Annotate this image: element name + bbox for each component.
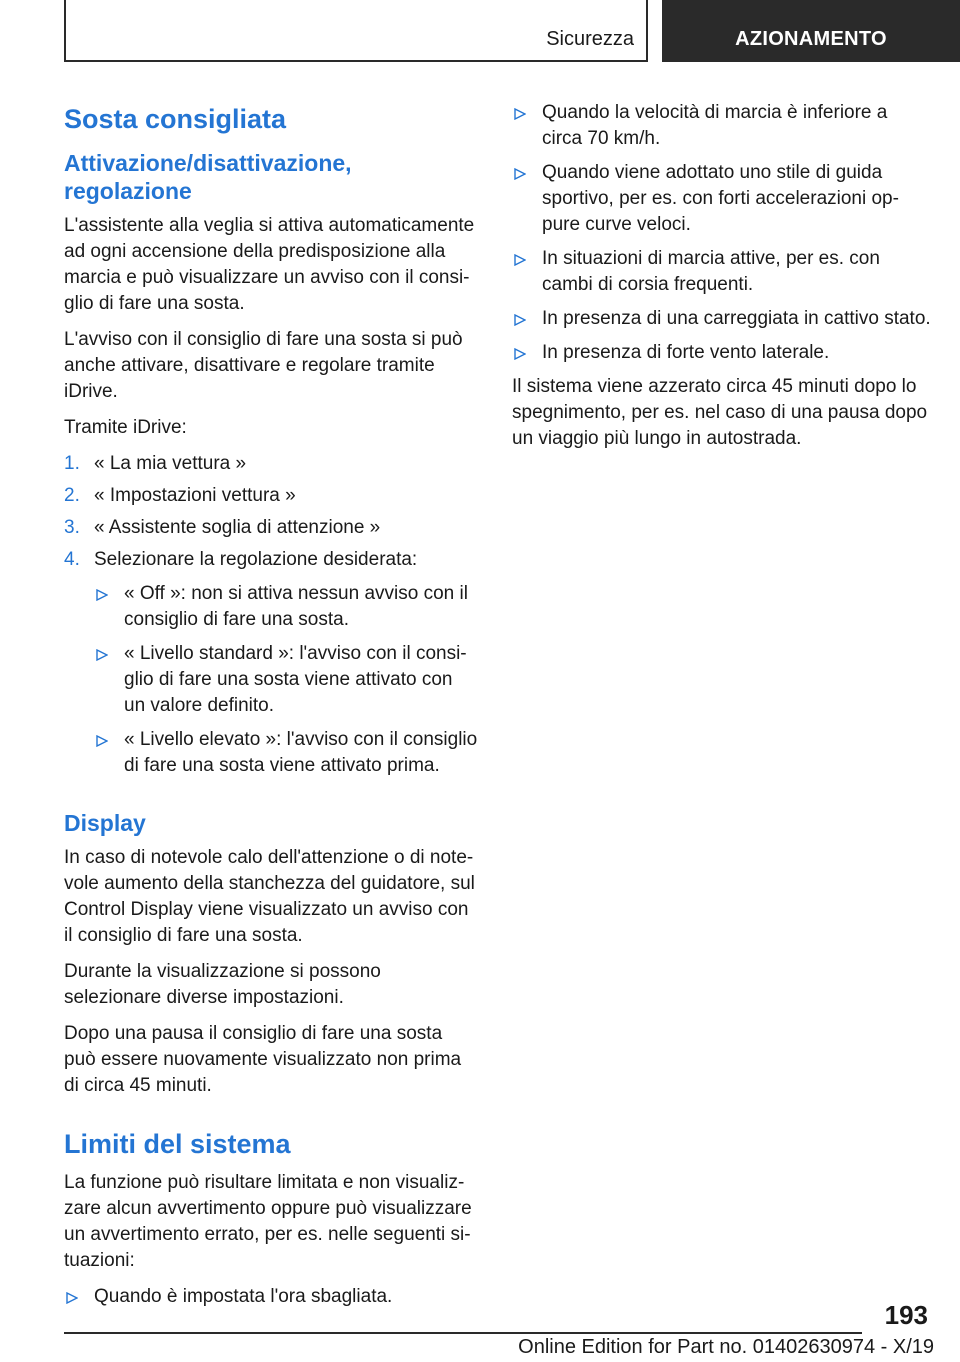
option-text: « Off »: non si attiva nessun avviso con il consiglio di fare una sosta. [124,583,468,630]
limit-item [512,340,932,366]
limit-item [512,246,932,298]
limit-item [512,160,932,238]
paragraph-limiti: La funzione può risultare limitata e non visualiz- zare alcun avvertimento oppure può visualizzare un avvertimento errato, per es. nelle seguenti si- tuazioni: [64,1172,472,1271]
paragraph-display-2: Durante la visualizzazione si possono selezionare diverse impostazioni. [64,961,381,1008]
triangle-right-icon [514,168,526,180]
limit-text: Quando è impostata l'ora sbagliata. [94,1286,393,1307]
paragraph-reset: Il sistema viene azzerato circa 45 minuti dopo lo spegnimento, per es. nel caso di una pausa dopo un viaggio più lungo in autostrada. [512,376,928,449]
option-item [94,727,478,779]
limit-item [512,100,932,152]
step-item [64,547,478,779]
triangle-right-icon [66,1292,78,1304]
limit-item [512,306,932,332]
step-item [64,451,478,477]
limit-item [64,1284,478,1310]
header-chapter-label: AZIONAMENTO [662,0,960,62]
triangle-right-icon [514,254,526,266]
limits-list-left [64,1284,478,1310]
step-text: Selezionare la regolazione desiderata: [94,549,418,570]
right-column [512,100,932,462]
step-number: 2. [64,485,80,506]
limit-text: In situazioni di marcia attive, per es. con cambi di corsia frequenti. [542,248,880,295]
step-number: 3. [64,517,80,538]
limit-text: Quando viene adottato uno stile di guida sportivo, per es. con forti accelerazioni op- pure curve veloci. [542,162,899,235]
header-section-box [64,0,648,62]
subsection-title-display: Display [64,810,146,836]
limit-text: In presenza di una carreggiata in cattivo stato. [542,308,931,329]
option-text: « Livello standard »: l'avviso con il consi- glio di fare una sosta viene attivato con un valore definito. [124,643,467,716]
option-text: « Livello elevato »: l'avviso con il consiglio di fare una sosta viene attivato prima. [124,729,478,776]
footer-divider [64,1332,862,1334]
step-number: 1. [64,453,80,474]
left-column [64,100,478,1318]
limits-list-right [512,100,932,366]
step-text: « La mia vettura » [94,453,247,474]
subsection-title-attivazione: Attivazione/disattivazione, regolazione [64,150,352,204]
paragraph-tramite: Tramite iDrive: [64,417,187,438]
paragraph-display-3: Dopo una pausa il consiglio di fare una sosta può essere nuovamente visualizzato non prima di circa 45 minuti. [64,1023,462,1096]
paragraph-intro: L'assistente alla veglia si attiva automaticamente ad ogni accensione della predisposizione alla marcia e può visualizzare un avviso con il consi- glio di fare una sosta. [64,215,475,314]
triangle-right-icon [96,589,108,601]
triangle-right-icon [514,108,526,120]
step-text: « Assistente soglia di attenzione » [94,517,381,538]
paragraph-display-1: In caso di notevole calo dell'attenzione o di note- vole aumento della stanchezza del guidatore, sul Control Display viene visualizzato un avviso con il consiglio di fare una sosta. [64,847,475,946]
header-section-label: Sicurezza [546,28,634,50]
options-list [94,581,478,779]
paragraph-idrive: L'avviso con il consiglio di fare una sosta si può anche attivare, disattivare e regolare tramite iDrive. [64,329,463,402]
triangle-right-icon [514,348,526,360]
triangle-right-icon [96,735,108,747]
step-text: « Impostazioni vettura » [94,485,296,506]
step-item [64,515,478,541]
option-item [94,581,478,633]
option-item [94,641,478,719]
step-item [64,483,478,509]
limit-text: In presenza di forte vento laterale. [542,342,830,363]
steps-list [64,451,478,779]
section-title-limiti: Limiti del sistema [64,1129,291,1159]
footer-edition: Online Edition for Part no. 01402630974 - X/19 [518,1336,934,1358]
limit-text: Quando la velocità di marcia è inferiore a circa 70 km/h. [542,102,888,149]
page-number: 193 [884,1300,928,1330]
section-title-sosta: Sosta consigliata [64,104,287,134]
triangle-right-icon [514,314,526,326]
triangle-right-icon [96,649,108,661]
step-number: 4. [64,549,80,570]
